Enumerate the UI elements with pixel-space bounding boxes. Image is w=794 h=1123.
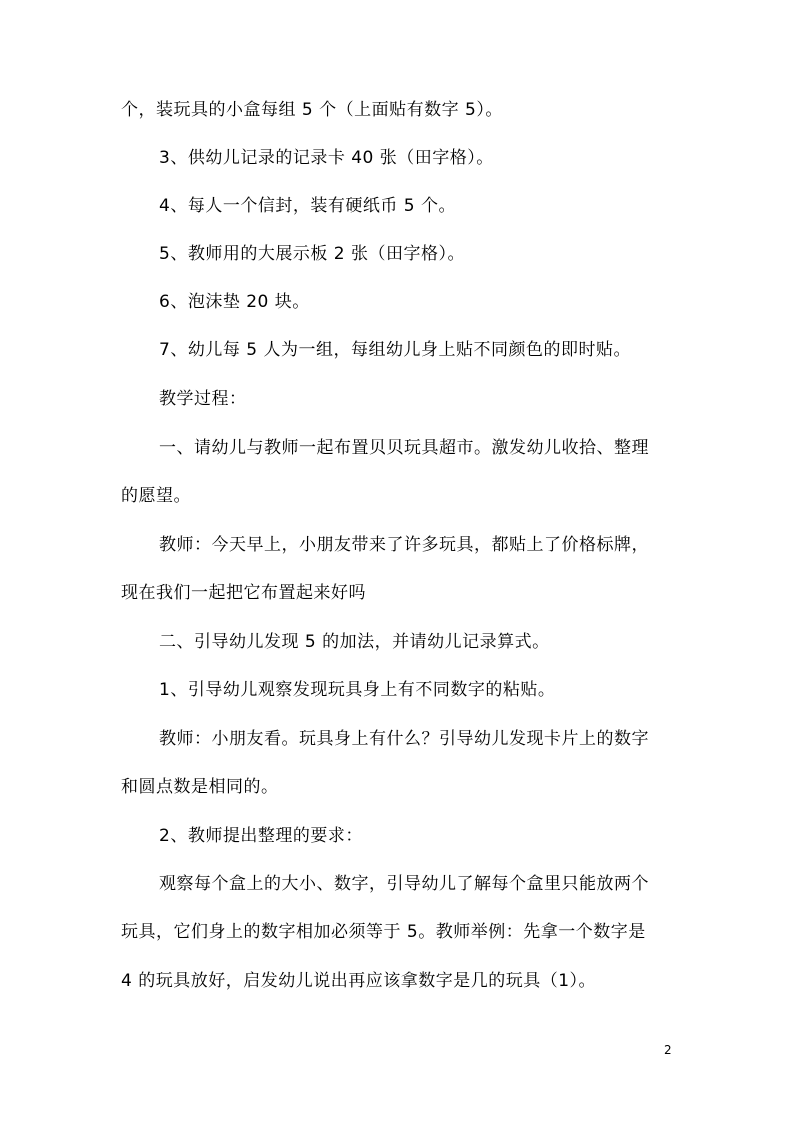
text-line: 的愿望。 <box>121 486 191 506</box>
text-line: 4、每人一个信封，装有硬纸币 5 个。 <box>159 196 456 216</box>
section-heading: 教学过程： <box>159 389 247 409</box>
text-line: 个，装玩具的小盒每组 5 个（上面贴有数字 5）。 <box>121 100 503 120</box>
text-line: 玩具，它们身上的数字相加必须等于 5。教师举例：先拿一个数字是 <box>121 922 646 942</box>
text-line: 二、引导幼儿发现 5 的加法，并请幼儿记录算式。 <box>159 632 550 652</box>
text-line: 一、请幼儿与教师一起布置贝贝玩具超市。激发幼儿收拾、整理 <box>159 438 649 458</box>
text-line: 5、教师用的大展示板 2 张（田字格）。 <box>159 244 465 264</box>
text-line: 2、教师提出整理的要求： <box>159 826 363 846</box>
text-line: 6、泡沫垫 20 块。 <box>159 292 310 312</box>
text-line: 观察每个盒上的大小、数字，引导幼儿了解每个盒里只能放两个 <box>159 874 649 894</box>
text-line: 教师：今天早上，小朋友带来了许多玩具，都贴上了价格标牌， <box>159 535 649 555</box>
text-line: 现在我们一起把它布置起来好吗 <box>121 583 366 603</box>
text-line: 1、引导幼儿观察发现玩具身上有不同数字的粘贴。 <box>159 680 556 700</box>
page-number: 2 <box>664 1043 672 1057</box>
text-line: 教师：小朋友看。玩具身上有什么？引导幼儿发现卡片上的数字 <box>159 729 649 749</box>
text-line: 3、供幼儿记录的记录卡 40 张（田字格）。 <box>159 148 494 168</box>
text-line: 和圆点数是相同的。 <box>121 777 279 797</box>
text-line: 7、幼儿每 5 人为一组，每组幼儿身上贴不同颜色的即时贴。 <box>159 340 631 360</box>
text-line: 4 的玩具放好，启发幼儿说出再应该拿数字是几的玩具（1）。 <box>121 971 597 991</box>
